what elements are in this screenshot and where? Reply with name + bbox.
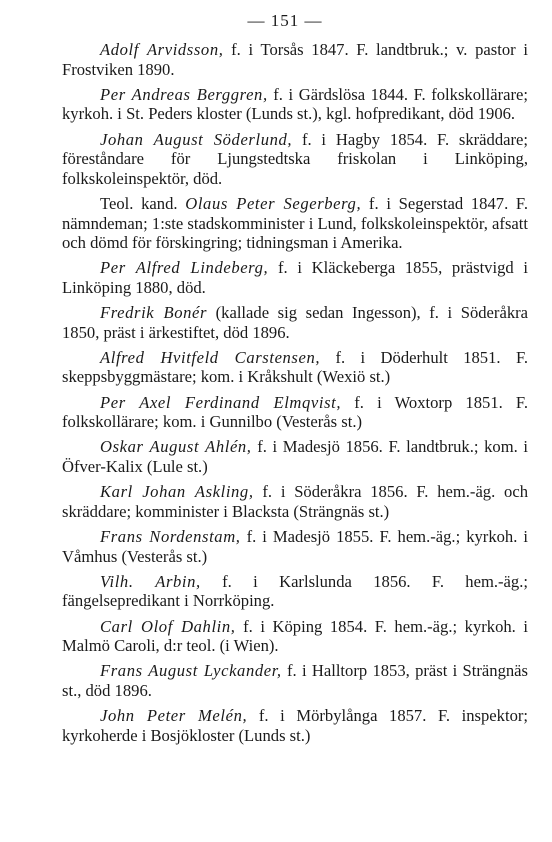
entry-text: f. i Mörbylånga 1857. F. inspektor; kyrkoherde i Bosjökloster (Lunds st.) [62,706,529,745]
entry-text: f. i Gärdslösa 1844. F. folkskollärare; kyrkoh. i St. Peders kloster (Lunds st.), kgl. hofpredikant, död 1906. [62,84,528,124]
biography-entry [62,661,528,700]
entry-text: f. i Torsås 1847. F. landtbruk.; v. pastor i Frostviken 1890. [62,40,528,79]
entry-text: f. i Madesjö 1856. F. landtbruk.; kom. i Öfver-Kalix (Lule st.) [62,437,528,477]
entry-text: f. i Döderhult 1851. F. skeppsbyggmästare; kom. i Kråkshult (Wexiö st.) [62,347,528,387]
entry-text: f. i Madesjö 1855. F. hem.-äg.; kyrkoh. i Våmhus (Vesterås st.) [62,527,529,566]
book-page [62,8,528,751]
person-name: Per Alfred Lindeberg, [100,258,269,278]
person-name: Johan August Söderlund, [100,129,293,149]
entry-text: f. i Söderåkra 1856. F. hem.-äg. och skräddare; komminister i Blacksta (Strängnäs st.) [62,482,528,521]
biography-entry [62,130,528,189]
person-name: Vilh. Arbin, [100,571,201,591]
entry-text: f. i Kläckeberga 1855, prästvigd i Linköping 1880, död. [62,258,528,297]
biography-entry [62,348,528,387]
entry-text: f. i Karlslunda 1856. F. hem.-äg.; fängelsepredikant i Norrköping. [62,571,528,611]
page-number: — 151 — [247,11,323,30]
biography-entry [62,437,528,476]
biography-entry [62,527,528,566]
biography-entry [62,303,528,342]
entry-prefix: Teol. kand. [100,193,186,213]
biography-entry [62,85,528,124]
person-name: Per Andreas Berggren, [100,84,268,104]
person-name: Karl Johan Askling, [100,482,254,502]
entry-text: f. i Woxtorp 1851. F. folkskollärare; kom. i Gunnilbo (Vesterås st.) [62,392,528,432]
person-name: Per Axel Ferdinand Elmqvist, [100,392,342,412]
biography-entry [62,194,528,253]
entry-text: (kallade sig sedan Ingesson), f. i Söderåkra 1850, präst i ärkestiftet, död 1896. [62,303,529,342]
biography-entry [62,258,528,297]
entry-text: f. i Segerstad 1847. F. nämndeman; 1:ste stadskomminister i Lund, folkskoleinspektör, afsatt och dömd för förskingring; tidningsman i Amerika. [62,193,528,253]
person-name: Fredrik Bonér [100,303,208,323]
person-name: Adolf Arvidsson, [100,40,224,59]
biography-entry [62,40,528,79]
entry-text: f. i Hagby 1854. F. skräddare; föreståndare för Ljungstedtska friskolan i Linköping, folkskoleinspektör, död. [62,129,529,188]
person-name: Alfred Hvitfeld Carstensen, [100,347,321,367]
entry-text: f. i Halltorp 1853, präst i Strängnäs st., död 1896. [62,661,528,700]
entry-text: f. i Köping 1854. F. hem.-äg.; kyrkoh. i Malmö Caroli, d:r teol. (i Wien). [62,616,528,656]
person-name: Carl Olof Dahlin, [100,616,236,636]
biography-entry [62,393,528,432]
biography-entry [62,572,528,611]
person-name: Olaus Peter Segerberg, [185,193,362,213]
person-name: Frans August Lyckander, [100,661,282,681]
person-name: Frans Nordenstam, [100,527,241,546]
biography-entry [62,617,528,656]
biography-entry [62,706,528,745]
person-name: John Peter Melén, [100,706,248,726]
person-name: Oskar August Ahlén, [100,437,252,457]
biography-entry [62,482,528,521]
